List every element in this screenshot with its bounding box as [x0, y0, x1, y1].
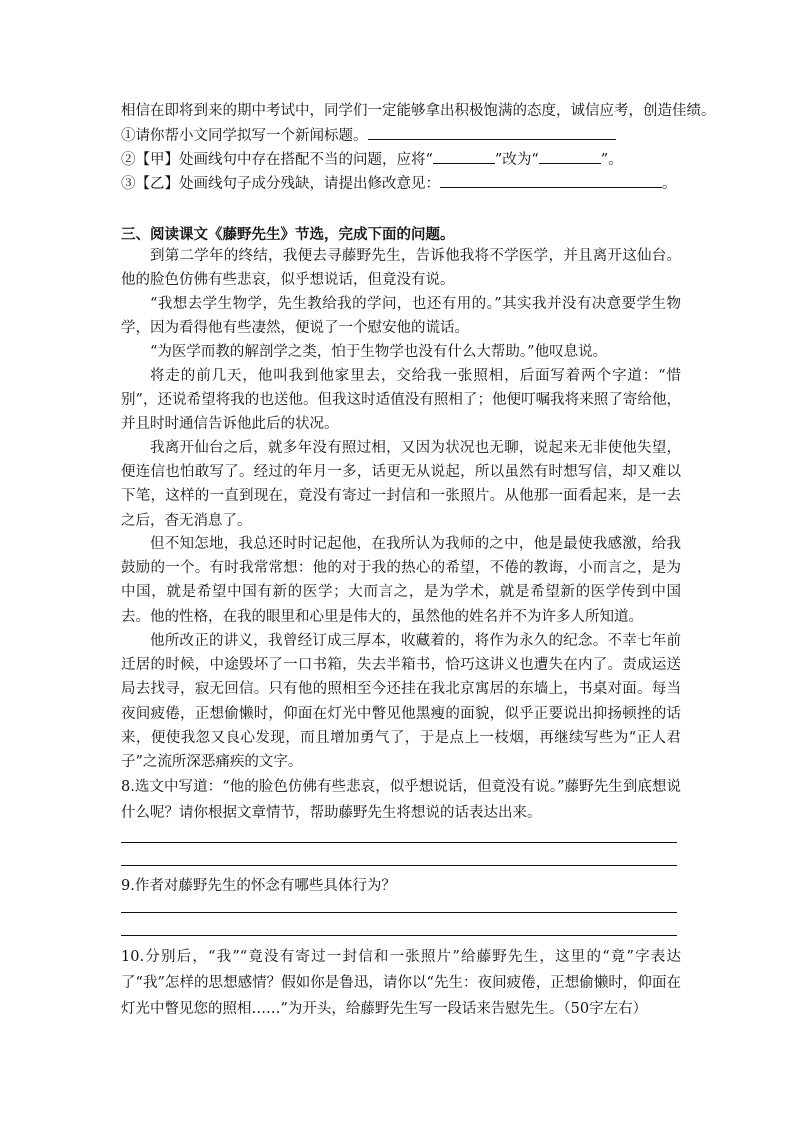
passage-paragraph-5: 我离开仙台之后，就多年没有照过相，又因为状况也无聊，说起来无非使他失望，便连信也怕敢写了。经过的年月一多，话更无从说起，所以虽然有时想写信，却又难以下笔，这样的一直到现在，竟没有寄过一封信和一张照片。从他那一面看起来，是一去之后，杳无消息了。 [121, 440, 681, 529]
question-2-text-a: ②【甲】处画线句中存在搭配不当的问题，应将“ [121, 152, 433, 168]
answer-line[interactable] [121, 912, 677, 913]
answer-line[interactable] [121, 842, 677, 843]
question-2-text-c: ”。 [600, 152, 623, 168]
answer-blank-2b[interactable] [539, 149, 601, 164]
question-3-text: ③【乙】处画线句子成分残缺，请提出修改意见： [121, 176, 440, 192]
question-10: 10.分别后，“我”“竟没有寄过一封信和一张照片”给藤野先生，这里的“竟”字表达了“我”怎样的思想感情？假如你是鲁迅，请你以“先生：夜间疲倦，正想偷懒时，仰面在灯光中瞥见您的照相……”为开头，给藤野先生写一段话来告慰先生。（50字左右） [121, 949, 681, 1017]
question-9: 9.作者对藤野先生的怀念有哪些具体行为？ [121, 878, 396, 894]
question-3-end: 。 [662, 176, 677, 192]
question-1 [121, 125, 616, 146]
passage-paragraph-2: “我想去学生物学，先生教给我的学问，也还有用的。”其实我并没有决意要学生物学，因为看得他有些凄然，便说了一个慰安他的谎话。 [121, 296, 681, 337]
intro-line: 相信在即将到来的期中考试中，同学们一定能够拿出积极饱满的态度，诚信应考，创造佳绩。 [121, 103, 716, 119]
passage-paragraph-1: 到第二学年的终结，我便去寻藤野先生，告诉他我将不学医学，并且离开这仙台。他的脸色仿佛有些悲哀，似乎想说话，但竟没有说。 [121, 248, 681, 289]
section-heading: 三、阅读课文《藤野先生》节选，完成下面的问题。 [121, 226, 455, 243]
answer-blank-1[interactable] [368, 125, 616, 140]
answer-line[interactable] [121, 935, 677, 936]
question-2 [121, 149, 623, 170]
passage-paragraph-6: 但不知怎地，我总还时时记起他，在我所认为我师的之中，他是最使我感激，给我鼓励的一个。有时我常常想：他的对于我的热心的希望，不倦的教诲，小而言之，是为中国，就是希望中国有新的医学；大而言之，是为学术，就是希望新的医学传到中国去。他的性格，在我的眼里和心里是伟大的，虽然他的姓名并不为许多人所知道。 [121, 536, 681, 625]
passage-paragraph-3: “为医学而教的解剖学之类，怕于生物学也没有什么大帮助。”他叹息说。 [150, 344, 608, 360]
passage-paragraph-4: 将走的前几天，他叫我到他家里去，交给我一张照相，后面写着两个字道：“惜别”，还说希望将我的也送他。但我这时适值没有照相了；他便叮嘱我将来照了寄给他，并且时时通信告诉他此后的状况。 [121, 368, 681, 433]
answer-blank-3[interactable] [440, 173, 662, 188]
question-2-text-b: ”改为“ [494, 152, 539, 168]
answer-line[interactable] [121, 865, 677, 866]
passage-paragraph-7: 他所改正的讲义，我曾经订成三厚本，收藏着的，将作为永久的纪念。不幸七年前迁居的时候，中途毁坏了一口书箱，失去半箱书，恰巧这讲义也遭失在内了。责成运送局去找寻，寂无回信。只有他的照相至今还挂在我北京寓居的东墙上，书桌对面。每当夜间疲倦，正想偷懒时，仰面在灯光中瞥见他黑瘦的面貌，似乎正要说出抑扬顿挫的话来，便使我忽又良心发现，而且增加勇气了，于是点上一枝烟，再继续写些为“正人君子”之流所深恶痛疾的文字。 [121, 633, 681, 771]
question-3 [121, 173, 677, 194]
question-1-text: ①请你帮小文同学拟写一个新闻标题。 [121, 128, 368, 144]
answer-blank-2a[interactable] [433, 149, 495, 164]
question-8: 8.选文中写道：“他的脸色仿佛有些悲哀，似乎想说话，但竟没有说。”藤野先生到底想说什么呢？请你根据文章情节，帮助藤野先生将想说的话表达出来。 [121, 779, 681, 821]
